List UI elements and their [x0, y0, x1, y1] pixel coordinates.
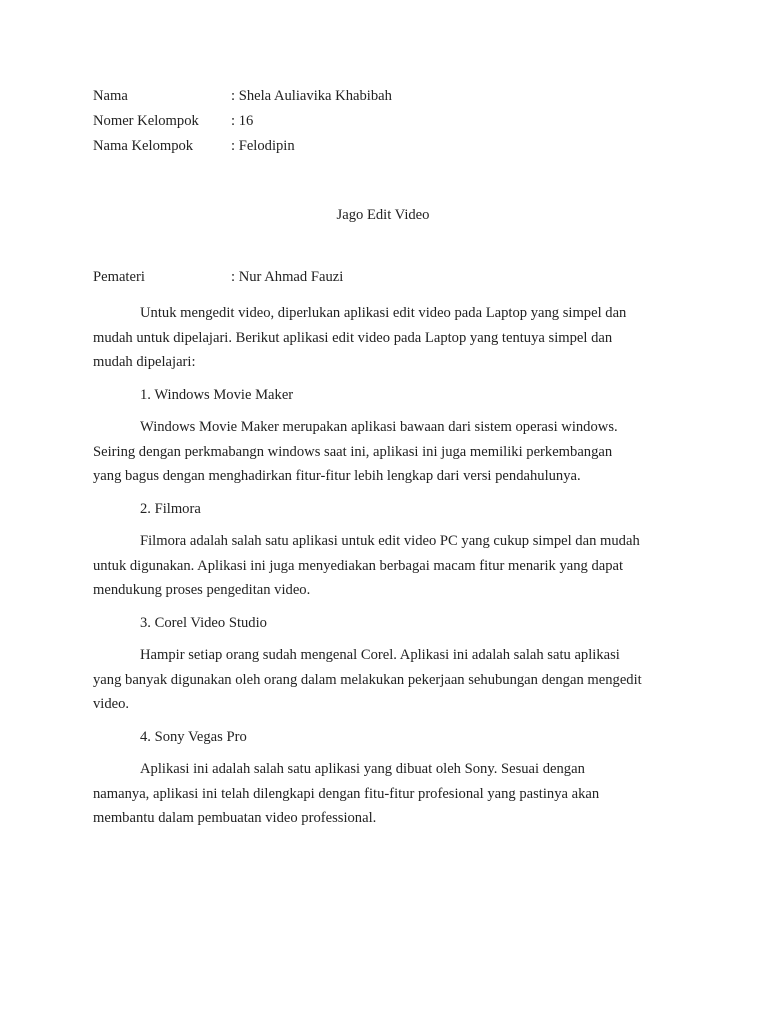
paragraph-line: Seiring dengan perkmabangn windows saat ini, aplikasi ini juga memiliki perkembangan: [93, 443, 613, 460]
paragraph-line: Untuk mengedit video, diperlukan aplikasi edit video pada Laptop yang simpel dan: [140, 305, 627, 321]
paragraph-line: namanya, aplikasi ini telah dilengkapi dengan fitu-fitur profesional yang pastinya akan: [93, 785, 600, 802]
document-title: Jago Edit Video: [336, 207, 430, 223]
document-title-container: [0, 207, 768, 224]
paragraph-line: Windows Movie Maker merupakan aplikasi bawaan dari sistem operasi windows.: [140, 419, 618, 435]
section-paragraph: [93, 757, 673, 831]
section-heading: 4. Sony Vegas Pro: [140, 728, 247, 745]
pemateri-label: Pemateri: [93, 269, 145, 285]
paragraph-line: yang bagus dengan menghadirkan fitur-fitur lebih lengkap dari versi pendahulunya.: [93, 468, 581, 484]
identity-row-nama-kelompok: [93, 136, 392, 161]
identity-label: Nomer Kelompok: [93, 113, 199, 129]
identity-label: Nama: [93, 88, 128, 104]
section-paragraph: [93, 643, 673, 717]
section-paragraph: [93, 529, 673, 603]
identity-row-nama: [93, 86, 392, 111]
identity-label: Nama Kelompok: [93, 138, 194, 154]
identity-value: : Felodipin: [231, 138, 295, 154]
paragraph-line: mendukung proses pengeditan video.: [93, 582, 311, 598]
paragraph-line: yang banyak digunakan oleh orang dalam melakukan pekerjaan sehubungan dengan mengedit: [93, 671, 642, 688]
paragraph-line: Aplikasi ini adalah salah satu aplikasi yang dibuat oleh Sony. Sesuai dengan: [140, 761, 585, 777]
pemateri-row: [93, 267, 343, 287]
paragraph-line: Hampir setiap orang sudah mengenal Corel. Aplikasi ini adalah salah satu aplikasi: [140, 647, 620, 663]
section-heading: 3. Corel Video Studio: [140, 614, 267, 631]
pemateri-value: : Nur Ahmad Fauzi: [231, 269, 344, 285]
paragraph-line: mudah untuk dipelajari. Berikut aplikasi edit video pada Laptop yang tentuya simpel dan: [93, 329, 613, 346]
paragraph-line: Filmora adalah salah satu aplikasi untuk edit video PC yang cukup simpel dan mudah: [140, 533, 640, 549]
paragraph-line: untuk digunakan. Aplikasi ini juga menyediakan berbagai macam fitur menarik yang dapat: [93, 557, 624, 574]
intro-paragraph: [93, 301, 673, 375]
section-paragraph: [93, 415, 673, 489]
identity-value: : Shela Auliavika Khabibah: [231, 88, 392, 104]
paragraph-line: video.: [93, 696, 130, 712]
paragraph-line: mudah dipelajari:: [93, 354, 196, 370]
section-heading: 2. Filmora: [140, 500, 201, 517]
identity-value: : 16: [231, 113, 254, 129]
identity-row-nomer-kelompok: [93, 111, 392, 136]
section-heading: 1. Windows Movie Maker: [140, 386, 294, 403]
identity-block: [93, 86, 392, 161]
paragraph-line: membantu dalam pembuatan video professional.: [93, 810, 377, 826]
document-body: [93, 301, 673, 839]
